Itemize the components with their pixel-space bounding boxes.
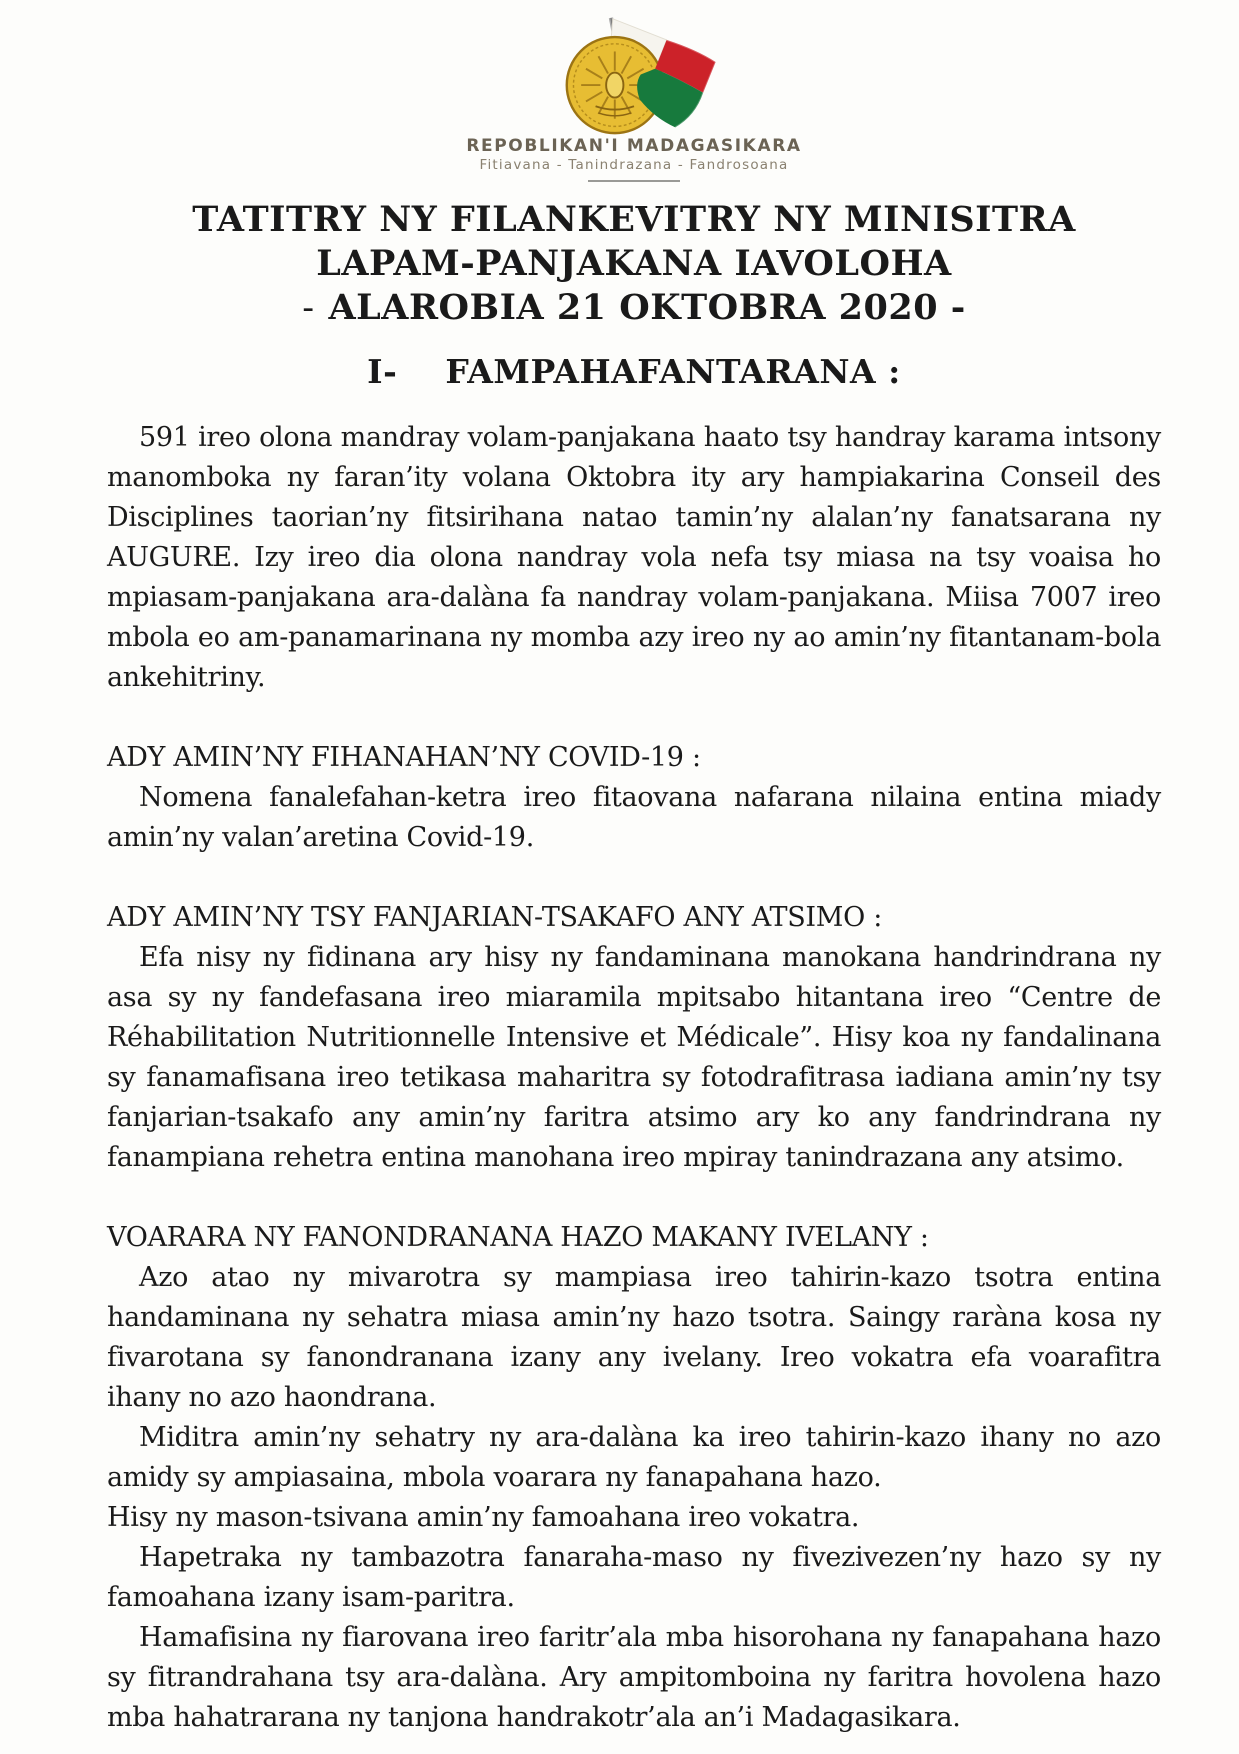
title-line-2: LAPAM-PANJAKANA IAVOLOHA [316, 242, 952, 284]
emblem-org-name: REPOBLIKAN'I MADAGASIKARA [466, 136, 802, 156]
timber-section-heading: VOARARA NY FANONDRANANA HAZO MAKANY IVELANY : [107, 1221, 929, 1253]
malnutrition-section [107, 898, 1161, 1178]
timber-paragraph-3: Hisy ny mason-tsivana amin’ny famoahana ireo vokatra. [107, 1501, 860, 1533]
timber-paragraph-1: Azo atao ny mivarotra sy mampiasa ireo tahirin-kazo tsotra entina handaminana ny sehatra miasa amin’ny hazo tsotra. Saingy raràna kosa ny fivarotana sy fanondranana izany any ivelany. Ireo vokatra efa voarafitra ihany no azo haondrana. [107, 1261, 1161, 1413]
title-line-1: TATITRY NY FILANKEVITRY NY MINISITRA [192, 198, 1076, 240]
title-line-3-text: ALAROBIA 21 OKTOBRA 2020 - [328, 286, 966, 328]
timber-paragraph-5: Hamafisina ny fiarovana ireo faritr’ala mba hisorohana ny fanapahana hazo sy fitrandrahana tsy ara-dalàna. Ary ampitomboina ny faritra hovolena hazo mba hahatrarana ny tanjona handrakotr’ala an’i Madagasikara. [107, 1621, 1161, 1733]
timber-paragraph-4: Hapetraka ny tambazotra fanaraha-maso ny fivezivezen’ny hazo sy ny famoahana izany isam-paritra. [107, 1541, 1161, 1613]
covid-section [107, 738, 1161, 858]
timber-paragraph-2: Miditra amin’ny sehatry ny ara-dalàna ka ireo tahirin-kazo ihany no azo amidy sy ampiasaina, mbola voarara ny fanapahana hazo. [107, 1421, 1161, 1493]
emblem-motto: Fitiavana - Tanindrazana - Fandrosoana [479, 157, 789, 173]
document-header [107, 14, 1161, 182]
covid-section-heading: ADY AMIN’NY FIHANAHAN’NY COVID-19 : [107, 741, 701, 773]
malnutrition-section-heading: ADY AMIN’NY TSY FANJARIAN-TSAKAFO ANY ATSIMO : [107, 901, 883, 933]
title-line-3-dash: - [302, 287, 315, 328]
section-heading-numeral: I- [367, 351, 398, 391]
intro-paragraph: 591 ireo olona mandray volam-panjakana haato tsy handray karama intsony manomboka ny faran’ity volana Oktobra ity ary hampiakarina Conseil des Disciplines taorian’ny fitsirihana natao tamin’ny alalan’ny fanatsarana ny AUGURE. Izy ireo dia olona nandray vola nefa tsy miasa na tsy voaisa ho mpiasam-panjakana ara-dalàna fa nandray volam-panjakana. Miisa 7007 ireo mbola eo am-panamarinana ny momba azy ireo ny ao amin’ny fitantanam-bola ankehitriny. [107, 421, 1161, 693]
title-line-3 [107, 286, 1161, 330]
timber-export-section [107, 1218, 1161, 1738]
section-heading-label: FAMPAHAFANTARANA : [445, 351, 901, 391]
emblem-divider [588, 180, 680, 182]
covid-paragraph: Nomena fanalefahan-ketra ireo fitaovana nafarana nilaina entina miady amin’ny valan’aretina Covid-19. [107, 781, 1161, 853]
document-title [107, 198, 1161, 330]
madagascar-emblem [518, 14, 750, 136]
section-heading [107, 350, 1161, 394]
malnutrition-paragraph: Efa nisy ny fidinana ary hisy ny fandaminana manokana handrindrana ny asa sy ny fandefasana ireo miaramila mpitsabo hitantana ireo “Centre de Réhabilitation Nutritionnelle Intensive et Médicale”. Hisy koa ny fandalinana sy fanamafisana ireo tetikasa maharitra sy fotodrafitrasa iadiana amin’ny tsy fanjarian-tsakafo any amin’ny faritra atsimo ary ko any fandrindrana ny fanampiana rehetra entina manohana ireo mpiray tanindrazana any atsimo. [107, 941, 1161, 1173]
